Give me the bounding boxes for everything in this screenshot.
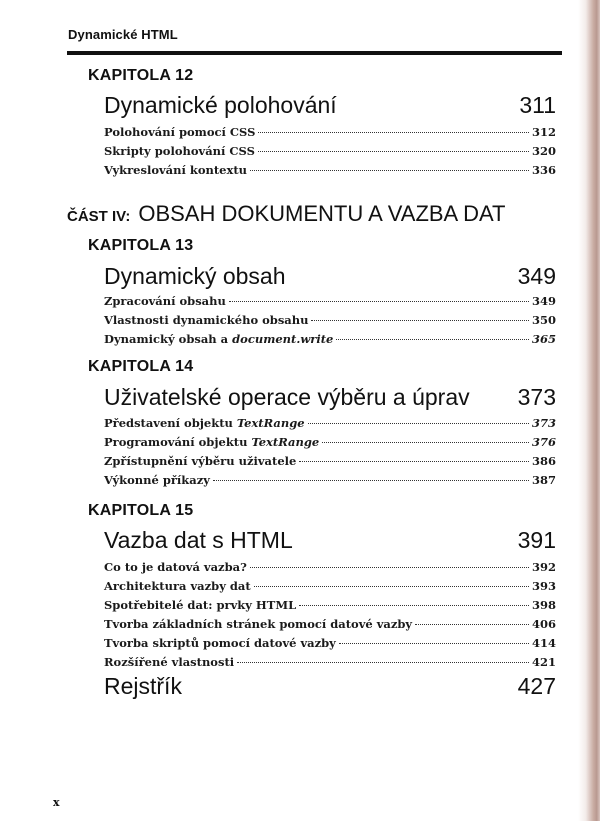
entry-page: 365 <box>531 332 556 346</box>
entry-title-regular: Představení objektu <box>104 416 237 430</box>
leader-dots <box>213 480 529 481</box>
entry-title <box>104 435 319 449</box>
chapter-title: Uživatelské operace výběru a úprav <box>104 384 470 410</box>
entry-title: Co to je datová vazba? <box>104 560 247 574</box>
entry-page: 336 <box>531 163 556 177</box>
chapter-15-label: KAPITOLA 15 <box>88 502 194 519</box>
entry-page: 373 <box>531 416 556 430</box>
entry-page: 393 <box>531 579 556 593</box>
chapter-14-label: KAPITOLA 14 <box>88 358 194 375</box>
toc-entry <box>104 313 556 331</box>
toc-entry <box>104 617 556 635</box>
leader-dots <box>311 320 529 321</box>
entry-page: 312 <box>531 125 556 139</box>
leader-dots <box>250 567 529 568</box>
entry-page: 421 <box>531 655 556 669</box>
leader-dots <box>258 132 529 133</box>
entry-title: Zpřístupnění výběru uživatele <box>104 454 297 468</box>
chapter-15-title-row <box>104 527 556 554</box>
chapter-page: 373 <box>517 384 556 410</box>
entry-title: Tvorba skriptů pomocí datové vazby <box>104 636 336 650</box>
entry-title: Vlastnosti dynamického obsahu <box>104 313 309 327</box>
entry-title: Skripty polohování CSS <box>104 144 255 158</box>
entry-title: Architektura vazby dat <box>104 579 251 593</box>
entry-title <box>104 332 333 346</box>
entry-page: 414 <box>531 636 556 650</box>
entry-title-italic: TextRange <box>236 416 305 430</box>
toc-entry <box>104 454 556 472</box>
chapter-title: Dynamické polohování <box>104 92 337 118</box>
entry-page: 349 <box>531 294 556 308</box>
entry-page: 392 <box>531 560 556 574</box>
entry-page: 387 <box>531 473 556 487</box>
entry-title: Zpracování obsahu <box>104 294 226 308</box>
toc-entry <box>104 163 556 181</box>
entry-title-italic: TextRange <box>251 435 320 449</box>
leader-dots <box>258 151 529 152</box>
leader-dots <box>229 301 529 302</box>
leader-dots <box>299 605 529 606</box>
entry-page: 350 <box>531 313 556 327</box>
part-label: ČÁST IV: <box>67 208 131 225</box>
header-rule <box>67 51 562 55</box>
chapter-13-title-row <box>104 263 556 290</box>
entry-title-italic: document.write <box>232 332 334 346</box>
entry-title: Rozšířené vlastnosti <box>104 655 235 669</box>
toc-entry <box>104 294 556 312</box>
leader-dots <box>322 442 529 443</box>
leader-dots <box>237 662 529 663</box>
leader-dots <box>250 170 529 171</box>
running-head: Dynamické HTML <box>68 27 178 42</box>
chapter-title: Dynamický obsah <box>104 263 286 289</box>
chapter-page: 349 <box>517 263 556 289</box>
chapter-page: 391 <box>517 527 556 553</box>
toc-entry <box>104 435 556 453</box>
chapter-title: Vazba dat s HTML <box>104 527 293 553</box>
part-title: OBSAH DOKUMENTU A VAZBA DAT <box>138 201 506 226</box>
entry-title-regular: Programování objektu <box>104 435 252 449</box>
entry-title <box>104 416 305 430</box>
index-title: Rejstřík <box>104 673 182 699</box>
leader-dots <box>299 461 529 462</box>
toc-entry <box>104 125 556 143</box>
index-page: 427 <box>517 673 556 699</box>
leader-dots <box>339 643 529 644</box>
entry-title: Výkonné příkazy <box>104 473 210 487</box>
toc-entry <box>104 144 556 162</box>
chapter-14-title-row <box>104 384 556 411</box>
toc-entry <box>104 332 556 350</box>
toc-entry <box>104 655 556 673</box>
entry-page: 320 <box>531 144 556 158</box>
entry-page: 398 <box>531 598 556 612</box>
entry-page: 386 <box>531 454 556 468</box>
chapter-page: 311 <box>519 92 556 118</box>
toc-entry <box>104 560 556 578</box>
entry-title: Tvorba základních stránek pomocí datové vazby <box>104 617 413 631</box>
leader-dots <box>254 586 529 587</box>
leader-dots <box>415 624 529 625</box>
chapter-12-title-row <box>104 92 556 119</box>
entry-page: 406 <box>531 617 556 631</box>
toc-entry <box>104 473 556 491</box>
chapter-13-label: KAPITOLA 13 <box>88 237 194 254</box>
entry-page: 376 <box>531 435 556 449</box>
leader-dots <box>308 423 529 424</box>
leader-dots <box>336 339 529 340</box>
toc-entry <box>104 416 556 434</box>
part-heading <box>67 201 506 227</box>
entry-title: Spotřebitelé dat: prvky HTML <box>104 598 297 612</box>
entry-title-regular: Dynamický obsah a <box>104 332 233 346</box>
toc-entry <box>104 636 556 654</box>
toc-entry <box>104 579 556 597</box>
book-spine-shadow <box>578 0 600 821</box>
chapter-12-label: KAPITOLA 12 <box>88 67 194 84</box>
entry-title: Polohování pomocí CSS <box>104 125 256 139</box>
page-folio: x <box>53 796 60 809</box>
index-title-row <box>104 673 556 700</box>
entry-title: Vykreslování kontextu <box>104 163 248 177</box>
toc-entry <box>104 598 556 616</box>
